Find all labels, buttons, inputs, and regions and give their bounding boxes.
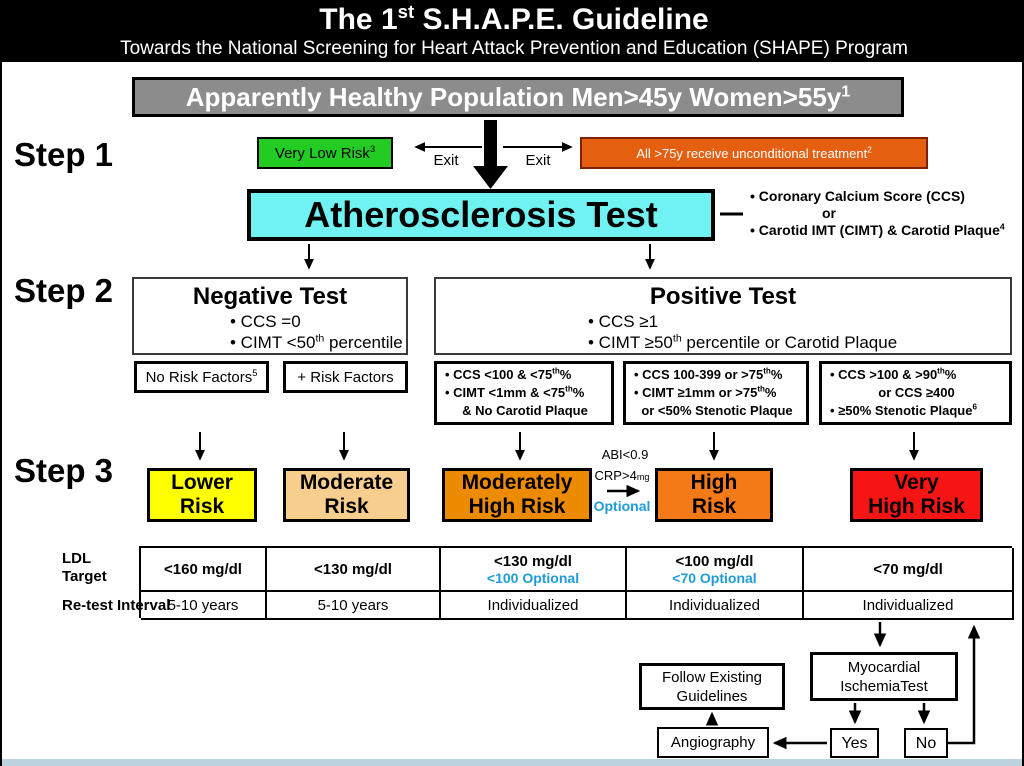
unconditional-treatment-box xyxy=(580,137,928,169)
criteria-box-2 xyxy=(623,361,809,425)
ldl-cell-4: <100 mg/dl <70 Optional xyxy=(627,548,804,592)
optional-label: Optional xyxy=(593,498,651,514)
positive-test-title: Positive Test xyxy=(649,283,797,310)
test-method-cimt: • Carotid IMT (CIMT) & Carotid Plaque$^4$ xyxy=(750,221,1005,238)
negative-test-box xyxy=(132,277,408,355)
no-box: No xyxy=(904,728,948,758)
atherosclerosis-test-box: Atherosclerosis Test xyxy=(247,189,715,241)
criteria1-line2: • CIMT <1mm & <75th% xyxy=(445,384,585,400)
population-text: Apparently Healthy Population Men>45y $Women>55y^1$ xyxy=(185,81,851,112)
retest-cell-2: 5-10 years xyxy=(267,592,441,620)
moderately-high-risk-line1: Moderately xyxy=(461,471,573,494)
criteria2-line3: or <50% Stenotic Plaque xyxy=(641,403,793,418)
myocardial-line1: Myocardial xyxy=(847,658,921,676)
step1-label: Step 1 xyxy=(14,136,114,173)
negative-test-bullet-1: • CCS =0 xyxy=(230,312,301,331)
big-down-arrow-icon xyxy=(473,120,508,189)
criteria2-line1: • CCS 100-399 or >75th% xyxy=(634,366,783,382)
title-band xyxy=(2,0,1024,62)
positive-test-bullet-2: • CIMT ≥50th percentile or Carotid Plaque xyxy=(588,332,898,352)
moderate-risk-box xyxy=(283,468,410,522)
high-risk-line1: High xyxy=(690,471,738,494)
exit-left-label: Exit xyxy=(433,152,459,169)
high-risk-line2: Risk xyxy=(691,495,737,518)
ldl-cell-5: <70 mg/dl xyxy=(804,548,1014,592)
follow-guidelines-box xyxy=(639,663,785,710)
yes-box: Yes xyxy=(830,728,879,758)
crp-note: CRP>4mg xyxy=(594,468,650,483)
retest-cell-5: Individualized xyxy=(804,592,1014,620)
very-low-risk-text: Very Low Risk$^3$ xyxy=(274,143,376,162)
moderately-high-risk-box xyxy=(442,468,592,522)
ldl-target-table xyxy=(139,546,1012,618)
myocardial-ischemia-test-box xyxy=(810,652,958,701)
positive-test-bullet-1: • CCS ≥1 xyxy=(588,312,659,331)
follow-guidelines-line1: Follow Existing xyxy=(661,668,763,686)
retest-cell-4: Individualized xyxy=(627,592,804,620)
criteria2-line2: • CIMT ≥1mm or >75th% xyxy=(634,384,777,400)
very-high-risk-line2: High Risk xyxy=(868,495,965,518)
test-method-or: or xyxy=(822,205,836,221)
lower-risk-line1: Lower xyxy=(171,471,233,494)
negative-test-title: Negative Test xyxy=(192,283,348,310)
ldl-cell-3: <130 mg/dl <100 Optional xyxy=(441,548,627,592)
test-method-ccs: • Coronary Calcium Score (CCS) xyxy=(750,188,965,204)
criteria1-line1: • CCS <100 & <75th% xyxy=(445,366,572,382)
retest-cell-1: 5-10 years xyxy=(141,592,267,620)
ldl-target-label: LDL Target xyxy=(62,550,107,585)
myocardial-line2: IschemiaTest xyxy=(840,677,928,695)
criteria3-line2: or CCS ≥400 xyxy=(878,385,955,400)
population-header xyxy=(132,77,904,117)
slide-subtitle: Towards the National Screening for Heart Attack Prevention and Education (SHAPE) Program xyxy=(120,38,908,59)
moderately-high-risk-line2: High Risk xyxy=(468,495,566,518)
negative-test-bullet-2: • CIMT <50th percentile xyxy=(230,332,403,352)
abi-note: ABI<0.9 xyxy=(601,447,649,462)
moderate-risk-line2: Risk xyxy=(324,495,369,518)
lower-risk-box xyxy=(147,468,257,522)
criteria-box-1 xyxy=(434,361,614,425)
step2-label: Step 2 xyxy=(14,272,114,309)
exit-right-label: Exit xyxy=(525,152,551,169)
very-low-risk-box xyxy=(257,137,393,169)
bottom-edge-strip xyxy=(2,759,1024,766)
follow-guidelines-line2: Guidelines xyxy=(676,687,748,705)
ldl-cell-1: <160 mg/dl xyxy=(141,548,267,592)
lower-risk-line2: Risk xyxy=(179,495,225,518)
retest-cell-3: Individualized xyxy=(441,592,627,620)
retest-interval-label: Re-test Interval xyxy=(62,597,171,614)
criteria3-line3: • ≥50% Stenotic Plaque$^6$ xyxy=(830,402,977,418)
very-high-risk-line1: Very xyxy=(894,471,939,494)
test-methods-list xyxy=(750,188,1020,239)
ldl-cell-2: <130 mg/dl xyxy=(267,548,441,592)
step3-label: Step 3 xyxy=(14,452,114,489)
high-risk-box xyxy=(655,468,773,522)
unconditional-treatment-text: All >75y receive unconditional treatment$^2$ xyxy=(636,145,872,161)
no-risk-factors-box xyxy=(134,361,269,393)
very-high-risk-box xyxy=(850,468,983,522)
angiography-box: Angiography xyxy=(657,727,769,758)
criteria3-line1: • CCS >100 & >90th% xyxy=(830,366,957,382)
slide-title: The 1st S.H.A.P.E. Guideline xyxy=(319,1,709,36)
positive-test-box xyxy=(434,277,1012,355)
plus-risk-factors-box: + Risk Factors xyxy=(283,361,408,393)
criteria-box-3 xyxy=(819,361,1012,425)
moderate-risk-line1: Moderate xyxy=(299,471,394,494)
criteria1-line3: & No Carotid Plaque xyxy=(462,403,588,418)
no-risk-factors-text: No Risk Factors$^5$ xyxy=(145,367,258,386)
